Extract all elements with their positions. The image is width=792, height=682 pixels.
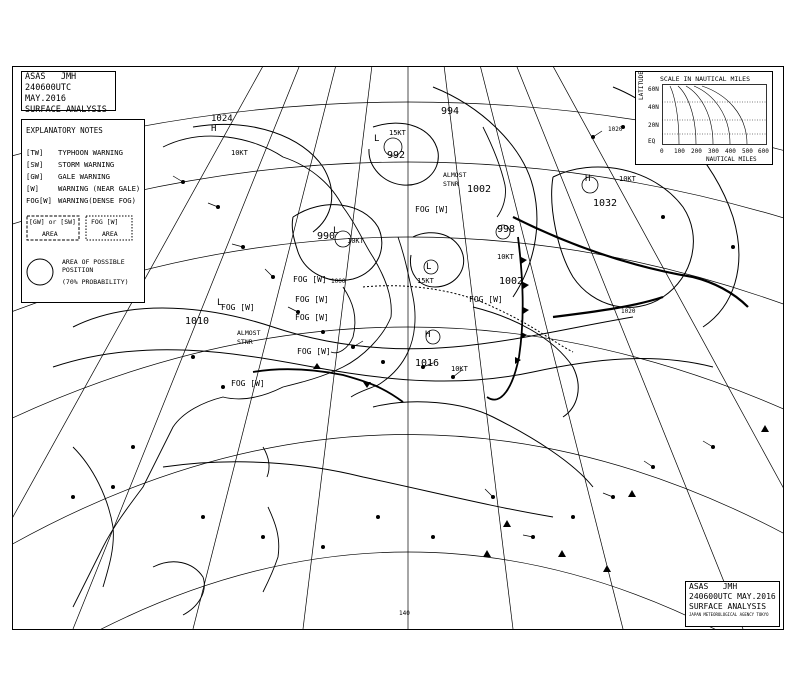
front-triangle: [523, 307, 529, 314]
isobar-label: 1020: [621, 308, 636, 315]
pressure-center-letter: H: [425, 330, 431, 340]
ridge-line: [553, 297, 663, 317]
note-text: WARNING(DENSE FOG): [58, 196, 136, 205]
fog-warning-label: FOG [W]: [297, 347, 331, 356]
latitude-line: [13, 552, 783, 629]
movement-speed: 10KT: [451, 365, 468, 373]
chart-header-box: [21, 71, 116, 115]
notes-title: EXPLANATORY NOTES: [26, 126, 103, 135]
product-title: SURFACE ANALYSIS: [689, 602, 767, 611]
almost-stationary-label: ALMOST STNR: [443, 171, 467, 188]
coastline-philippines: [263, 507, 279, 592]
fog-warning-label: FOG [W]: [295, 313, 329, 322]
isobar: [292, 205, 382, 281]
front-triangle: [363, 382, 371, 388]
movement-speed: 10KT: [619, 175, 636, 183]
pressure-center-value: 1016: [415, 358, 440, 369]
note-code: [W]: [26, 184, 39, 193]
distance-tick: 600: [758, 148, 769, 155]
fog-area-outline: [363, 286, 573, 352]
almost-stationary-label: ALMOST STNR: [237, 329, 261, 346]
movement-speed: 15KT: [417, 277, 434, 285]
latitude-tick: 20N: [648, 122, 659, 129]
front-triangle: [521, 257, 527, 264]
meridian-line: [443, 67, 516, 629]
pressure-center-value: 1032: [593, 198, 618, 209]
agency-code: ASAS JMH: [25, 72, 77, 82]
pressure-center-value: 1024: [211, 114, 233, 124]
ridge-line: [513, 217, 748, 307]
analysis-datetime: 240600UTC MAY.2016: [25, 83, 72, 104]
note-code: [GW]: [26, 172, 44, 181]
pressure-center-value: 1002: [467, 184, 492, 195]
latitude-tick: 40N: [648, 104, 659, 111]
pressure-center-value: 1002: [499, 276, 524, 287]
isobar: [552, 167, 694, 307]
buoy-triangles: [483, 425, 769, 572]
isobar-label: 1020: [608, 126, 623, 133]
probability-circle-symbol: [26, 256, 56, 288]
front-triangle: [521, 332, 527, 339]
pressure-center-letter: L: [333, 226, 339, 236]
distance-tick: 500: [742, 148, 753, 155]
weather-chart-frame: [12, 66, 784, 630]
note-code: [SW]: [26, 160, 44, 169]
isobar: [373, 402, 593, 487]
scale-box: [635, 71, 773, 165]
pressure-center-letter: L: [374, 134, 380, 144]
explanatory-notes-box: [21, 119, 145, 303]
movement-speed: 10KT: [347, 237, 364, 245]
isobar-label: 1000: [331, 278, 346, 285]
meridian-line: [478, 67, 623, 629]
probability-percent: (70% PROBABILITY): [62, 278, 129, 286]
note-text: WARNING (NEAR GALE): [58, 184, 141, 193]
pressure-center-letter: L: [426, 262, 432, 272]
gale-area-caption: AREA: [42, 230, 58, 238]
product-title: SURFACE ANALYSIS: [25, 105, 107, 115]
agency-credit: JAPAN METEOROLOGICAL AGENCY TOKYO: [689, 612, 769, 617]
movement-speed: 10KT: [231, 149, 248, 157]
pressure-center-value: 998: [497, 224, 516, 235]
fog-warning-label: FOG [W]: [231, 379, 265, 388]
distance-axis-label: NAUTICAL MILES: [706, 156, 757, 163]
pressure-center-letter: H: [211, 124, 217, 134]
note-text: TYPHOON WARNING: [58, 148, 123, 157]
movement-speed: 15KT: [389, 129, 406, 137]
distance-tick: 300: [708, 148, 719, 155]
note-text: GALE WARNING: [58, 172, 110, 181]
chart-footer-box: [685, 581, 780, 627]
pressure-center-value: 1010: [185, 316, 210, 327]
latitude-tick: EQ: [648, 138, 656, 145]
distance-tick: 0: [660, 148, 664, 155]
coastline-kamchatka: [483, 127, 506, 217]
isobar: [163, 462, 553, 517]
gale-area-label: [GW] or [SW]: [29, 218, 76, 226]
note-code: [TW]: [26, 148, 44, 157]
distance-tick: 100: [674, 148, 685, 155]
pressure-center-value: 990: [317, 231, 336, 242]
fog-area-caption: AREA: [102, 230, 118, 238]
pressure-center-value: 994: [441, 106, 460, 117]
fog-warning-label: FOG [W]: [221, 303, 255, 312]
fog-warning-label: FOG [W]: [415, 205, 449, 214]
fog-warning-label: FOG [W]: [469, 295, 503, 304]
note-code: FOG[W]: [26, 196, 52, 205]
coastline-japan: [351, 237, 415, 397]
front-triangle: [313, 363, 321, 369]
latitude-axis-label: LATITUDE: [638, 71, 645, 100]
distance-tick: 200: [691, 148, 702, 155]
pressure-center-letter: L: [217, 298, 223, 308]
latitude-line: [13, 327, 783, 437]
pressure-center-letter: H: [585, 174, 591, 184]
probability-label: AREA OF POSSIBLE POSITION: [62, 258, 125, 274]
distance-tick: 400: [725, 148, 736, 155]
longitude-label: 140: [399, 610, 410, 617]
note-text: STORM WARNING: [58, 160, 115, 169]
fog-warning-label: FOG [W]: [295, 295, 329, 304]
fog-warning-label: FOG [W]: [293, 275, 327, 284]
isobar: [193, 124, 332, 232]
agency-code: ASAS JMH: [689, 582, 738, 591]
latitude-tick: 60N: [648, 86, 659, 93]
front-triangle: [523, 282, 529, 289]
latitude-line: [13, 435, 783, 568]
analysis-datetime: 240600UTC MAY.2016: [689, 592, 776, 601]
pressure-center-value: 992: [387, 150, 406, 161]
fog-area-label: FOG [W]: [91, 218, 119, 226]
movement-speed: 10KT: [497, 253, 514, 261]
scale-curves: [662, 84, 768, 146]
scale-title: SCALE IN NAUTICAL MILES: [660, 75, 751, 83]
